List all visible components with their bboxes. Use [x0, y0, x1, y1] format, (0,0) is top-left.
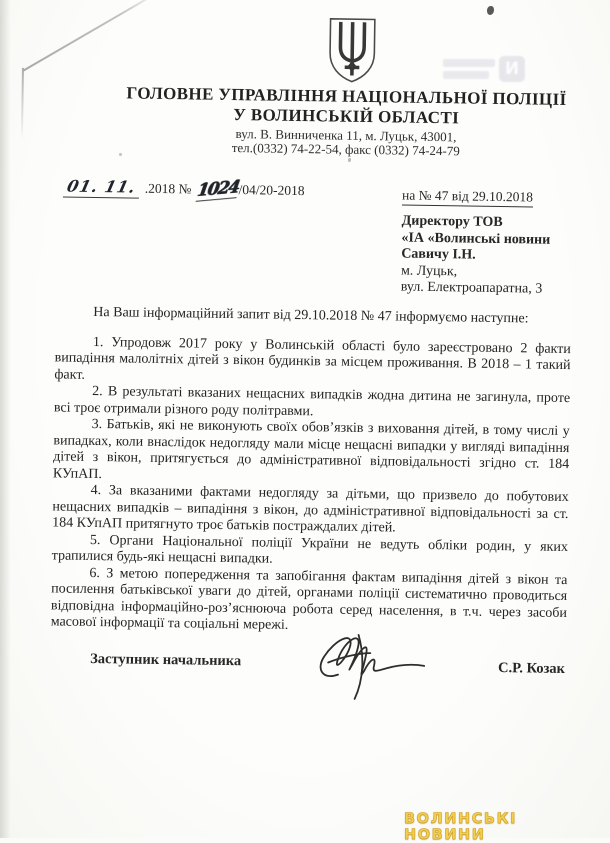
- recipient-block: [401, 214, 592, 300]
- signer-position: Заступник начальника: [90, 650, 242, 670]
- handwritten-date: 01. 11.: [63, 177, 144, 199]
- recipient-line: м. Луцьк,: [400, 263, 458, 280]
- body-paragraph-6: 6. З метою попередження та запобігання фактам випадіння дітей з вікон та посилення батьківської уваги до дітей, органами поліції систематично проводиться відповідна інформаційно-роз’яснююча робота серед населення, в т.ч. через засоби масової інформації та соціальні мережі.: [50, 565, 568, 633]
- ukraine-trident-icon: [321, 16, 384, 85]
- watermark-logo-icon: И: [499, 56, 525, 82]
- signature-scrawl-icon: [308, 622, 434, 709]
- body-intro: На Ваш інформаційний запит від 29.10.2018 № 47 інформуємо наступне:: [93, 304, 529, 327]
- body-paragraph-4: 4. За вказаними фактами недогляду за дітьми, що призвело до побутових нещасних випадків – випадіння з вікон, до адміністративної відповідальності за ст. 184 КУпАП притягнуто троє батьків постраждалих дітей.: [52, 482, 569, 536]
- signer-name: С.Р. Козак: [497, 660, 566, 678]
- news-agency-watermark: [443, 52, 525, 86]
- recipient-line: «ІА «Волинські новини: [401, 230, 551, 248]
- org-name-line2: У ВОЛИНСЬКІЙ ОБЛАСТІ: [233, 105, 460, 128]
- recipient-line: Директору ТОВ: [401, 213, 503, 231]
- body-paragraph-3: 3. Батьків, які не виконують своїх обов’язків з виховання дітей, в тому числі у випадках, коли внаслідок недогляду мали місце нещасні випадки у вигляді випадіння дітей з вікон, притягується до адміністративної відповідальності згідно ст. 184 КУпАП.: [52, 416, 570, 482]
- scan-left-edge-shadow: [0, 0, 12, 838]
- scan-edge-line: [21, 68, 24, 140]
- body-paragraph-5: 5. Органи Національної поліції України не ведуть обліки родин, у яких трапилися будь-які нещасні випадки.: [51, 532, 569, 567]
- ref-printed-number: /04/20-2018: [238, 182, 305, 199]
- letter-body: [51, 304, 572, 638]
- reply-reference: на № 47 від 29.10.2018: [402, 188, 533, 208]
- volyn-news-logo: ВОЛИНСЬКІ НОВИНИ: [404, 811, 518, 843]
- body-paragraph-2: 2. В результаті вказаних нещасних випадків жодна дитина не загинула, проте всі троє отримали різного роду політравми.: [53, 383, 571, 419]
- recipient-line: Савичу І.Н.: [401, 246, 476, 263]
- org-name-line1: ГОЛОВНЕ УПРАВЛІННЯ НАЦІОНАЛЬНОЇ ПОЛІЦІЇ: [126, 83, 567, 109]
- ref-printed-year: .2018 №: [144, 180, 192, 197]
- handwritten-number: 1024: [195, 176, 240, 201]
- org-phone: тел.(0332) 74-22-54, факс (0332) 74-24-79: [231, 140, 460, 159]
- recipient-line: вул. Електроапаратна, 3: [400, 279, 543, 298]
- org-address: вул. В. Винниченка 11, м. Луцьк, 43001,: [235, 126, 457, 145]
- body-paragraph-1: 1. Упродовж 2017 року у Волинській області було зареєстровано 2 факти випадіння малолітніх дітей з вікон будинків за місцем проживання. В 2018 – 1 такий факт.: [54, 334, 571, 383]
- watermark-text-lines: [443, 59, 495, 79]
- scan-fold-line: [22, 0, 161, 72]
- outgoing-ref: [65, 177, 305, 202]
